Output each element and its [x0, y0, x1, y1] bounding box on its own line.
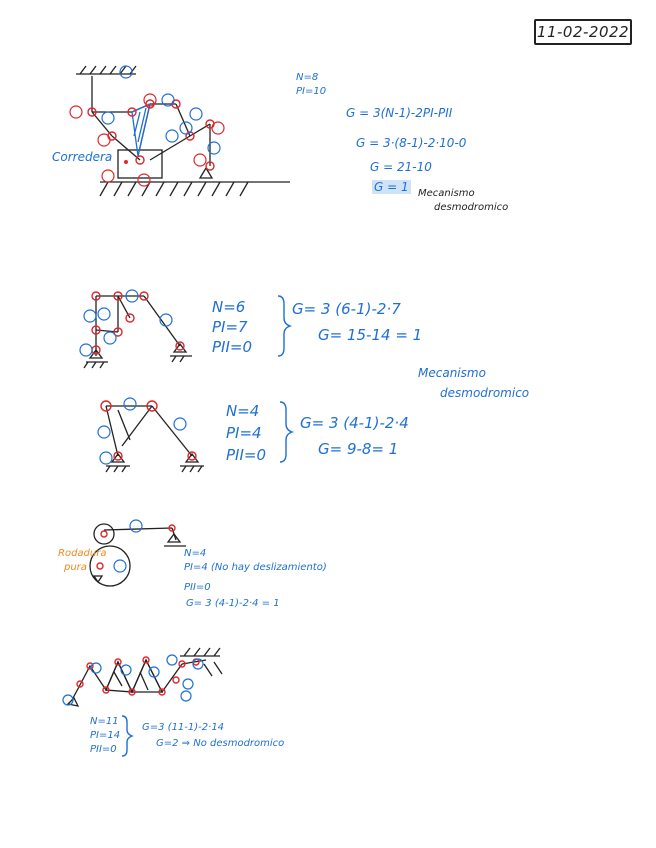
- ex1-formula: G = 3(N-1)-2PI-PII: [346, 106, 453, 120]
- mechanism-4-link-numbers: [114, 520, 142, 572]
- ex4-formula: G= 3 (4-1)-2·4 = 1: [186, 598, 280, 609]
- ex1-step2: G = 21-10: [370, 160, 432, 174]
- ex2-n: N=6: [212, 298, 246, 316]
- mid-note-1: Mecanismo: [418, 366, 486, 380]
- date-box: 11-02-2022: [534, 19, 632, 45]
- label-rodadura-2: pura: [64, 562, 87, 573]
- ex4-n: N=4: [184, 548, 207, 559]
- ex4-pii: PII=0: [184, 582, 211, 593]
- ex5-step2: G=2 ⇒ No desmodromico: [156, 738, 285, 749]
- ex2-step2: G= 15-14 = 1: [318, 326, 423, 344]
- label-rodadura-1: Rodadura: [58, 548, 107, 559]
- mechanism-2-joints: [92, 292, 184, 354]
- ex5-step1: G=3 (11-1)-2·14: [142, 722, 225, 733]
- ex1-step1: G = 3·(8-1)-2·10-0: [356, 136, 467, 150]
- ex1-result: G = 1: [374, 180, 409, 194]
- ex2-pi: PI=7: [212, 318, 248, 336]
- mechanism-1-link-numbers: [102, 66, 220, 154]
- ex3-pi: PI=4: [226, 424, 262, 442]
- ex1-n: N=8: [296, 72, 319, 83]
- ex1-pi: PI=10: [296, 86, 327, 97]
- ex1-note-2: desmodromico: [434, 202, 509, 213]
- ex1-note-1: Mecanismo: [418, 188, 475, 199]
- ex3-step2: G= 9-8= 1: [318, 440, 399, 458]
- mid-note-2: desmodromico: [440, 386, 530, 400]
- ex3-step1: G= 3 (4-1)-2·4: [300, 414, 409, 432]
- mechanism-3-sketch: [106, 406, 204, 472]
- ex3-n: N=4: [226, 402, 260, 420]
- mechanism-1-sketch: [76, 66, 290, 196]
- ex4-pi: PI=4 (No hay deslizamiento): [184, 562, 327, 573]
- mechanism-5-link-numbers: [63, 655, 203, 705]
- mechanism-3-joints: [101, 401, 196, 460]
- ex5-pii: PII=0: [90, 744, 117, 755]
- ex2-step1: G= 3 (6-1)-2·7: [292, 300, 401, 318]
- ex2-pii: PII=0: [212, 338, 253, 356]
- ex3-pii: PII=0: [226, 446, 267, 464]
- ex5-n: N=11: [90, 716, 119, 727]
- brace-marks: [122, 296, 292, 756]
- ex5-pi: PI=14: [90, 730, 121, 741]
- label-corredera: Corredera: [52, 150, 113, 164]
